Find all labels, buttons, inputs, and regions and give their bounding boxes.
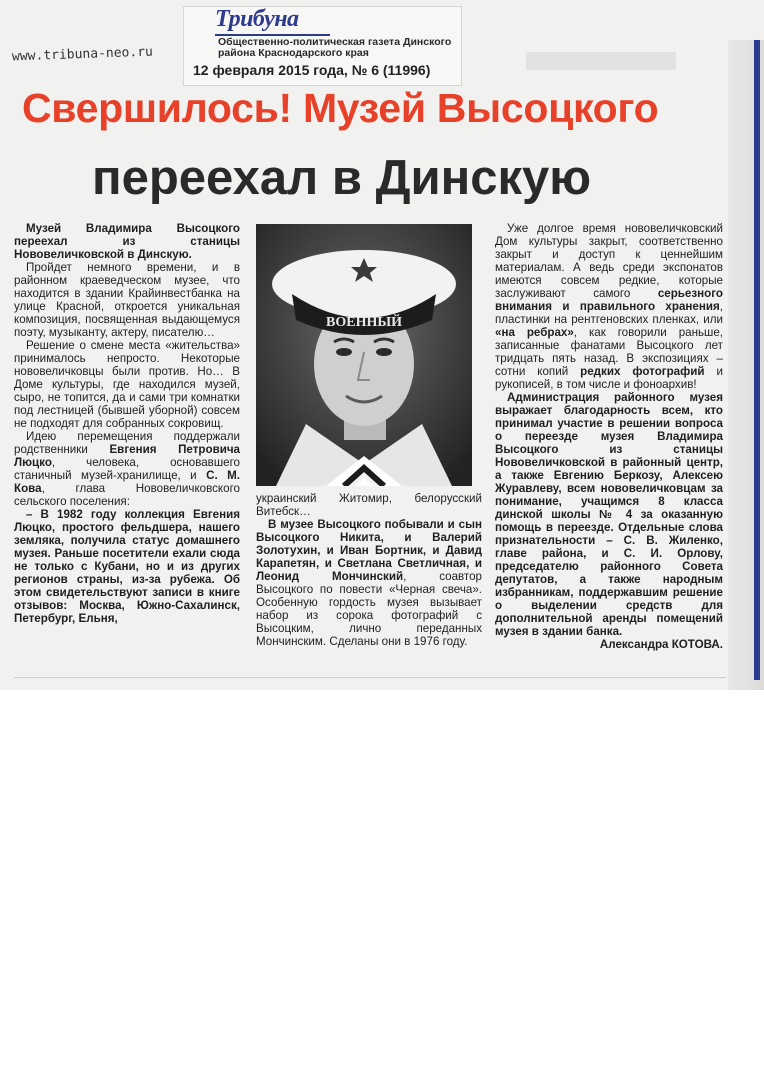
clipping-bottom-rule — [14, 677, 726, 678]
article-column-2 — [256, 492, 482, 648]
headline-line-2: переехал в Динскую — [92, 151, 592, 205]
article-author: Александра КОТОВА. — [599, 638, 723, 651]
newspaper-subtitle: Общественно-политическая газета Динского района Краснодарского края — [218, 36, 452, 59]
portrait-illustration — [256, 224, 472, 486]
issue-date: 12 февраля 2015 года, № 6 (11996) — [193, 62, 431, 78]
adjacent-page-stripe — [754, 40, 760, 680]
article-paragraph: В музее Высоцкого побывали и сын Высоцкого Никита, и Валерий Золотухин, и Иван Бортник, и Давид Карапетян, и Светлана Светличная, и Леонид Мончинский, соавтор Высоцкого по повести «Черная свеча». Особенную гордость музея вызывает набор из сорока фотографий с Высоцким, лично переданных Мончинским. Сделаны они в 1976 году. — [256, 518, 483, 648]
article-acknowledgements: Администрация районного музея выражает благодарность всем, кто принимал участие в решении вопроса о переезде музея Владимира Высоцкого из станицы Нововеличковской в районный центр, а также Евгению Беркозу, Алексею Журавлеву, всем нововеличковцам за понимание, учащимся 8 класса динской школы № 4 за оказанную помощь в переезде. Отдельные слова признательности – С. В. Жиленко, главе района, и С. И. Орлову, председателю районного Совета депутатов, а также народным избранникам, поддержавшим решение о выделении средств для дополнительной аренды помещений музея в здании банка. — [495, 391, 723, 638]
newspaper-masthead: Трибуна — [215, 6, 299, 32]
article-quote: – В 1982 году коллекция Евгения Люцко, простого фельдшера, нашего земляка, получила статус домашнего музея. Раньше посетители ехали сюда не только с Кубани, но и из других регионов страны, из-за рубежа. Об этом свидетельствуют записи в книге отзывов: Москва, Южно-Сахалинск, Петербург, Ельня, — [14, 508, 240, 625]
article-paragraph: Пройдет немного времени, и в районном краеведческом музее, что находится в здании Крайинвестбанка на улице Красной, откроется уникальная композиция, посвященная выдающемуся поэту, музыканту, актеру, писателю… — [14, 261, 240, 339]
article-paragraph: Идею перемещения поддержали родственники Евгения Петровича Люцко, человека, основавшего станичный музей-хранилище, и С. М. Кова, глава Нововеличковского сельского поселения: — [14, 430, 241, 508]
article-paragraph: Решение о смене места «жительства» принималось непросто. Некоторые нововеличковцы были против. Но… В Доме культуры, где находился музей, сыро, не топится, да и сами три комнатки под лестницей (бывшей уборной) совсем не подходят для собранных сокровищ. — [14, 339, 240, 430]
article-column-3 — [495, 222, 723, 651]
vysotsky-portrait-photo — [256, 224, 472, 486]
article-lead: Музей Владимира Высоцкого переехал из станицы Нововеличковской в Динскую. — [14, 222, 240, 261]
cap-ribbon-lettering: ВОЕННЫЙ — [326, 315, 402, 330]
article-paragraph: Уже долгое время нововеличковский Дом культуры закрыт, соответственно закрыт и доступ к ценнейшим материалам. А ведь среди экспонатов имеются совсем редкие, которые заслуживают самого серьезного внимания и правильного хранения, пластинки на рентгеновских пленках, или «на ребрах», как говорили раньше, записанные фанатами Высоцкого лет тридцать пять назад. В экспозициях – сотни копий редких фотографий и рукописей, в том числе и фоноархив! — [495, 222, 723, 391]
handwritten-site-url: www.tribuna-neo.ru — [11, 44, 154, 65]
headline-line-1: Свершилось! Музей Высоцкого — [22, 85, 659, 131]
article-column-1 — [14, 222, 240, 625]
article-paragraph: украинский Житомир, белорусский Витебск… — [256, 492, 482, 518]
